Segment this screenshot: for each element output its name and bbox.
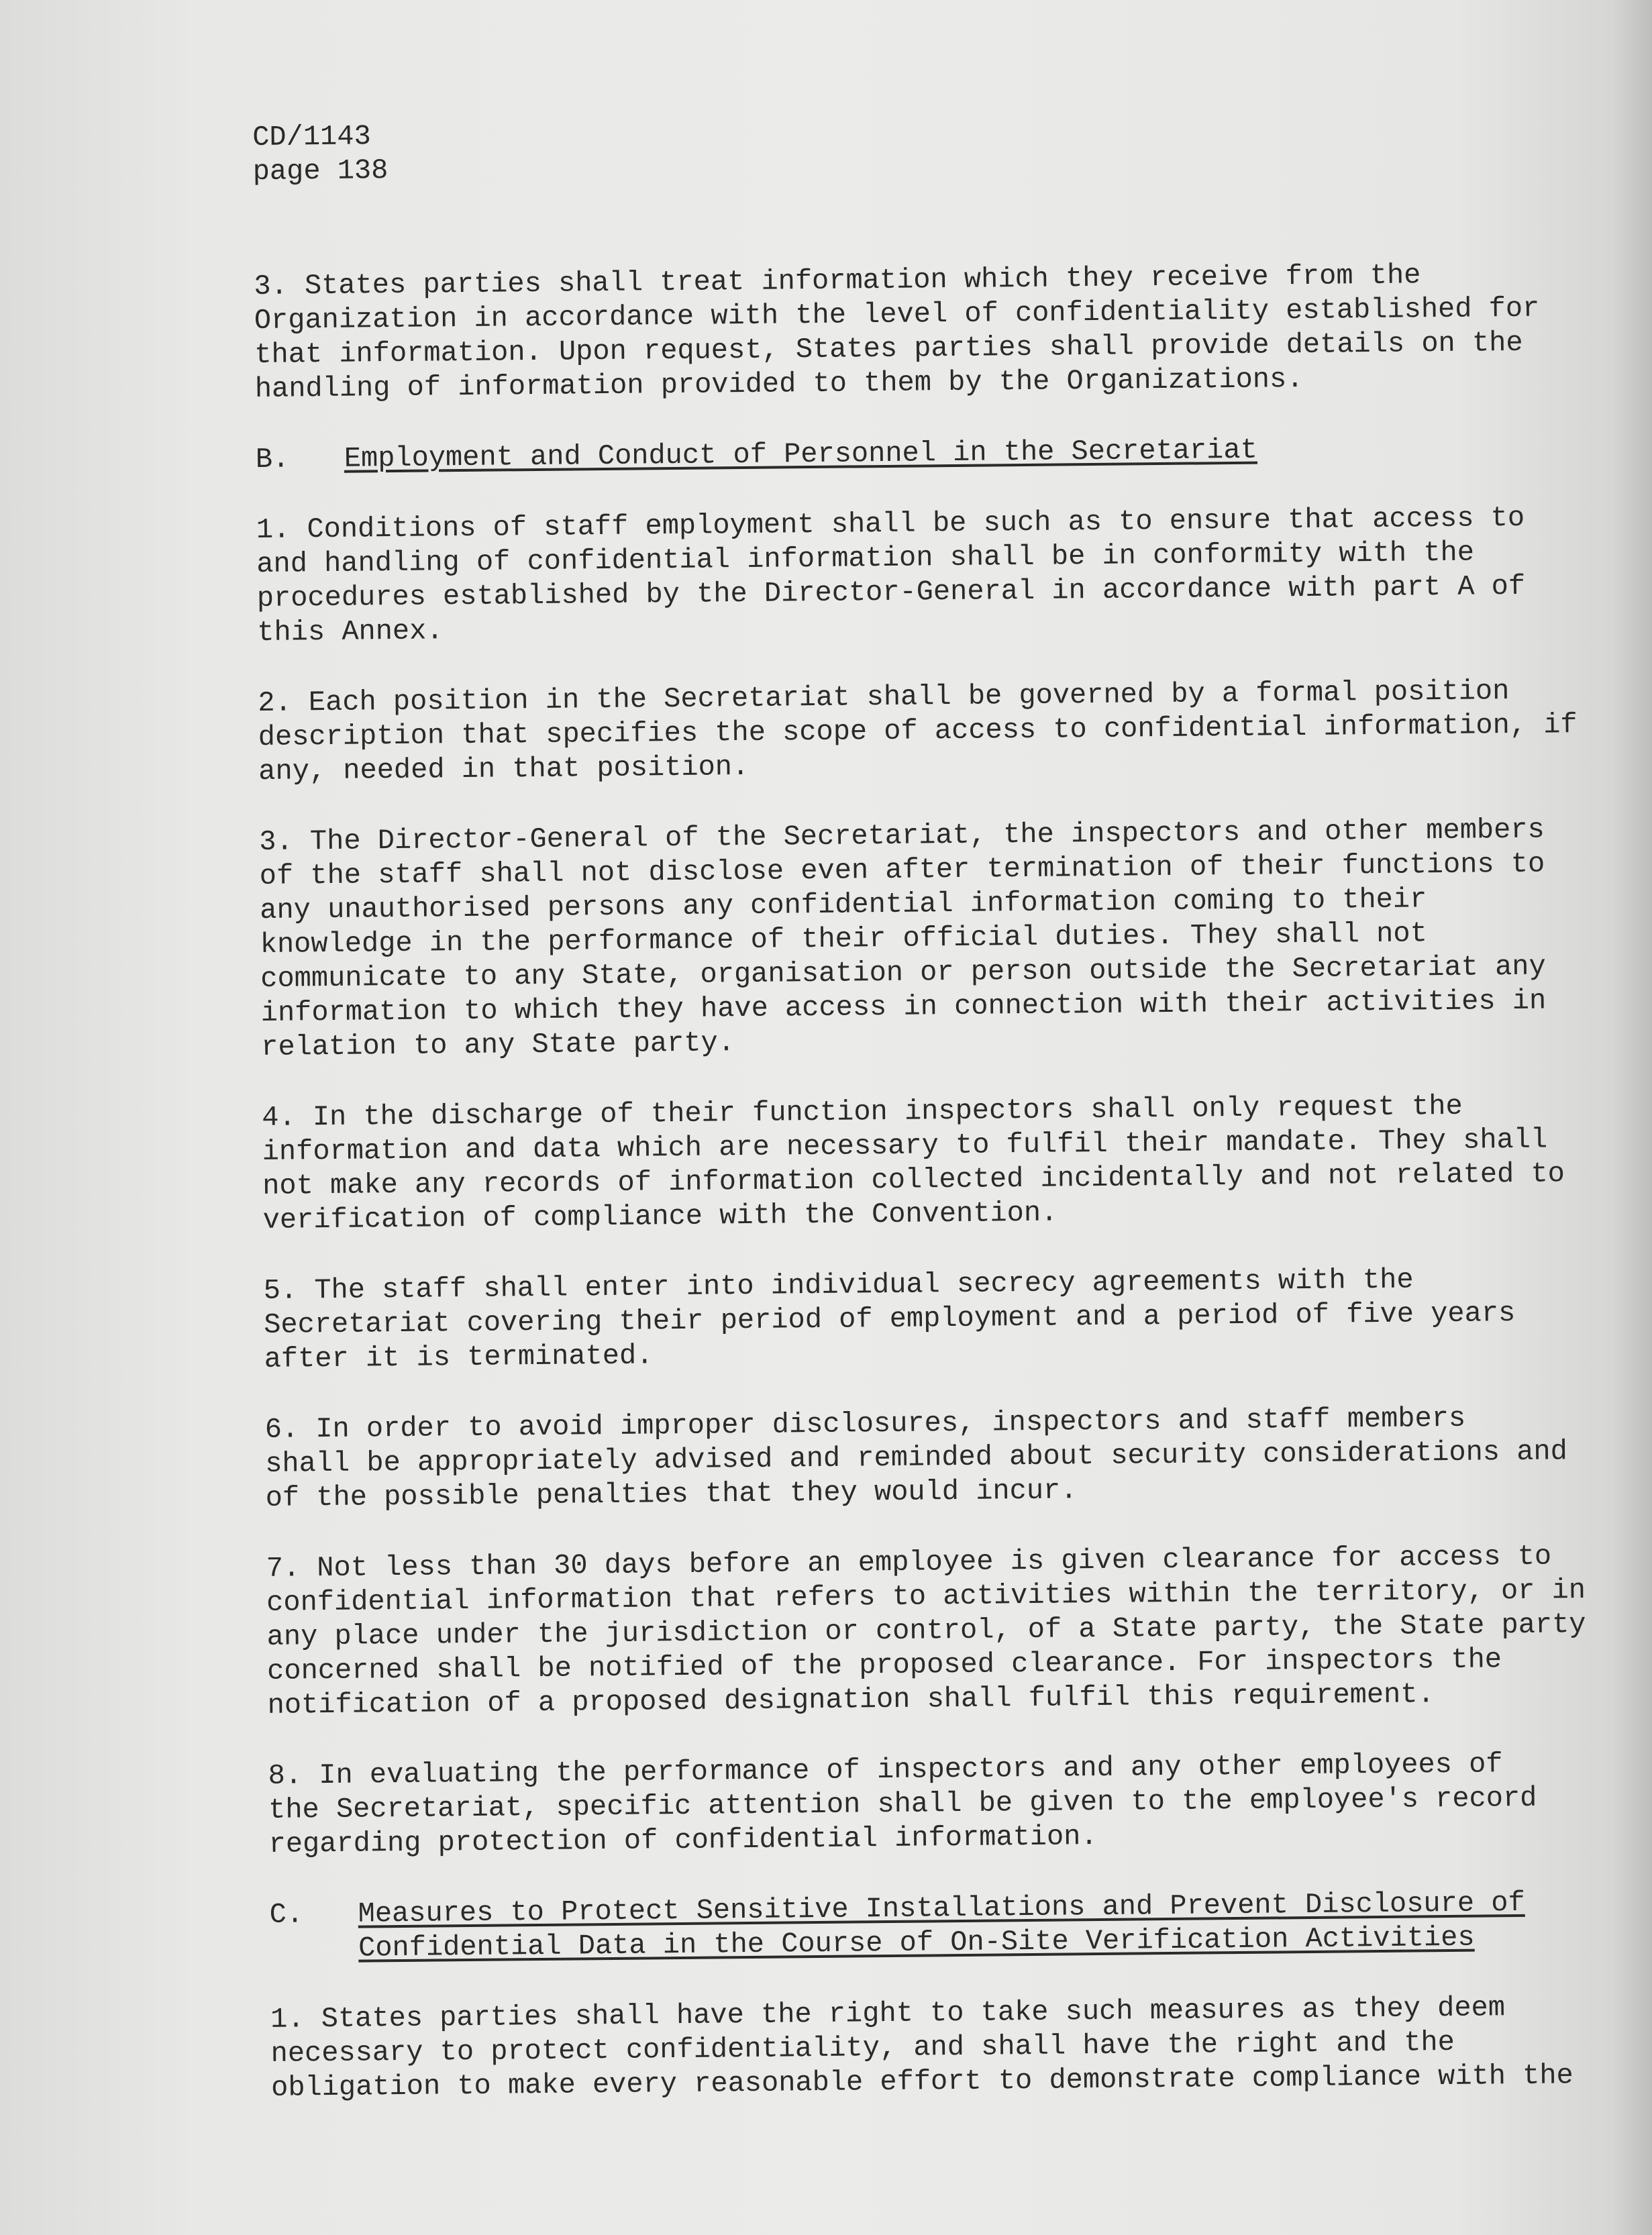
- section-b-letter: B.: [255, 443, 290, 476]
- paragraph-c1: 1. States parties shall have the right to take such measures as they deem necessary to protect confidentiality, and shall have the right and the obligation to make every reasonable effort to demonstrate compliance with the: [270, 1991, 1574, 2104]
- page-number: page 138: [252, 154, 389, 188]
- section-c-letter: C.: [269, 1898, 304, 1931]
- paragraph-b7: 7. Not less than 30 days before an employee is given clearance for access to confidential information that refers to activities within the territory, or in any place under the jurisdiction or control, of a State party, the State party concerned shall be notified of the proposed clearance. For inspectors the notification of a proposed designation shall fulfil this requirement.: [266, 1540, 1586, 1722]
- document-body: [252, 107, 1641, 2141]
- paragraph-b8: 8. In evaluating the performance of inspectors and any other employees of the Secretariat, specific attention shall be given to the employee's record regarding protection of confidential information.: [268, 1748, 1537, 1861]
- document-id: CD/1143: [252, 120, 371, 154]
- paragraph-a3: 3. States parties shall treat information which they receive from the Organization in accordance with the level of confidentiality established for that information. Upon request, States parties shall provide details on the handling of information provided to them by the Organizations.: [254, 259, 1540, 405]
- paragraph-b3: 3. The Director-General of the Secretariat, the inspectors and other members of the staff shall not disclose even after termination of their functions to any unauthorised persons any confidential information coming to their knowledge in the performance of their official duties. They shall not communicate to any State, organisation or person outside the Secretariat any information to which they have access in connection with their activities in relation to any State party.: [259, 813, 1547, 1063]
- paragraph-b6: 6. In order to avoid improper disclosures, inspectors and staff members shall be appropriately advised and reminded about security considerations and of the possible penalties that they would incur.: [264, 1402, 1568, 1514]
- section-c-heading: [269, 1885, 1639, 1967]
- section-c-title: Measures to Protect Sensitive Installations and Prevent Disclosure of Confidential Data in the Course of On-Site Verification Activities: [358, 1886, 1525, 1965]
- section-b-heading: [256, 429, 1624, 477]
- page-header: [252, 107, 1622, 189]
- paragraph-b1: 1. Conditions of staff employment shall be such as to ensure that access to and handling of confidential information shall be in conformity with the procedures established by the Director-General in accordance with part A of this Annex.: [256, 501, 1526, 649]
- paragraph-b2: 2. Each position in the Secretariat shall be governed by a formal position description that specifies the scope of access to confidential information, if any, needed in that position.: [258, 675, 1578, 788]
- paragraph-b5: 5. The staff shall enter into individual secrecy agreements with the Secretariat covering their period of employment and a period of five years after it is terminated.: [263, 1263, 1516, 1375]
- section-b-title: Employment and Conduct of Personnel in the Secretariat: [344, 433, 1258, 475]
- paragraph-b4: 4. In the discharge of their function inspectors shall only request the information and data which are necessary to fulfil their mandate. They shall not make any records of information collected incidentally and not related to verification of compliance with the Convention.: [262, 1090, 1565, 1237]
